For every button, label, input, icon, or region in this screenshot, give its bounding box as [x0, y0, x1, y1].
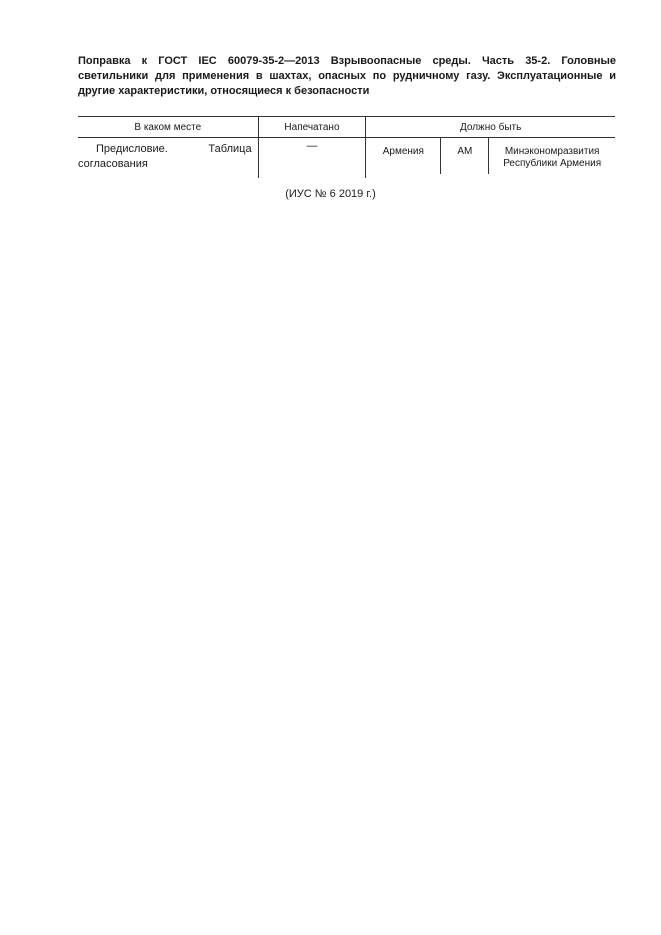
table-header-row	[78, 117, 615, 138]
header-should-be: Должно быть	[366, 117, 615, 138]
standards-body-cell	[488, 138, 615, 174]
amendment-title: Поправка к ГОСТ IEC 60079-35-2—2013 Взрывоопасные среды. Часть 35-2. Головные светильники для применения в шахтах, опасных по рудничному газу. Эксплуатационные и другие характеристики, относящиеся к безопасности	[78, 55, 616, 97]
cell-should-be	[366, 138, 615, 179]
header-place: В каком месте	[78, 117, 258, 138]
place-text: Предисловие. Таблица согласования	[78, 143, 252, 170]
cell-printed: —	[258, 138, 366, 179]
publication-note: (ИУС № 6 2019 г.)	[285, 188, 376, 200]
should-be-subcells	[366, 138, 615, 174]
amendment-table	[78, 116, 615, 178]
country-cell: Армения	[382, 146, 424, 157]
standards-body-line2: Республики Армения	[503, 158, 602, 169]
cell-place	[78, 138, 258, 179]
header-printed: Напечатано	[258, 117, 366, 138]
table-row	[78, 138, 615, 179]
standards-body-line1: Минэкономразвития	[504, 146, 600, 157]
country-code-cell: AM	[440, 138, 488, 174]
